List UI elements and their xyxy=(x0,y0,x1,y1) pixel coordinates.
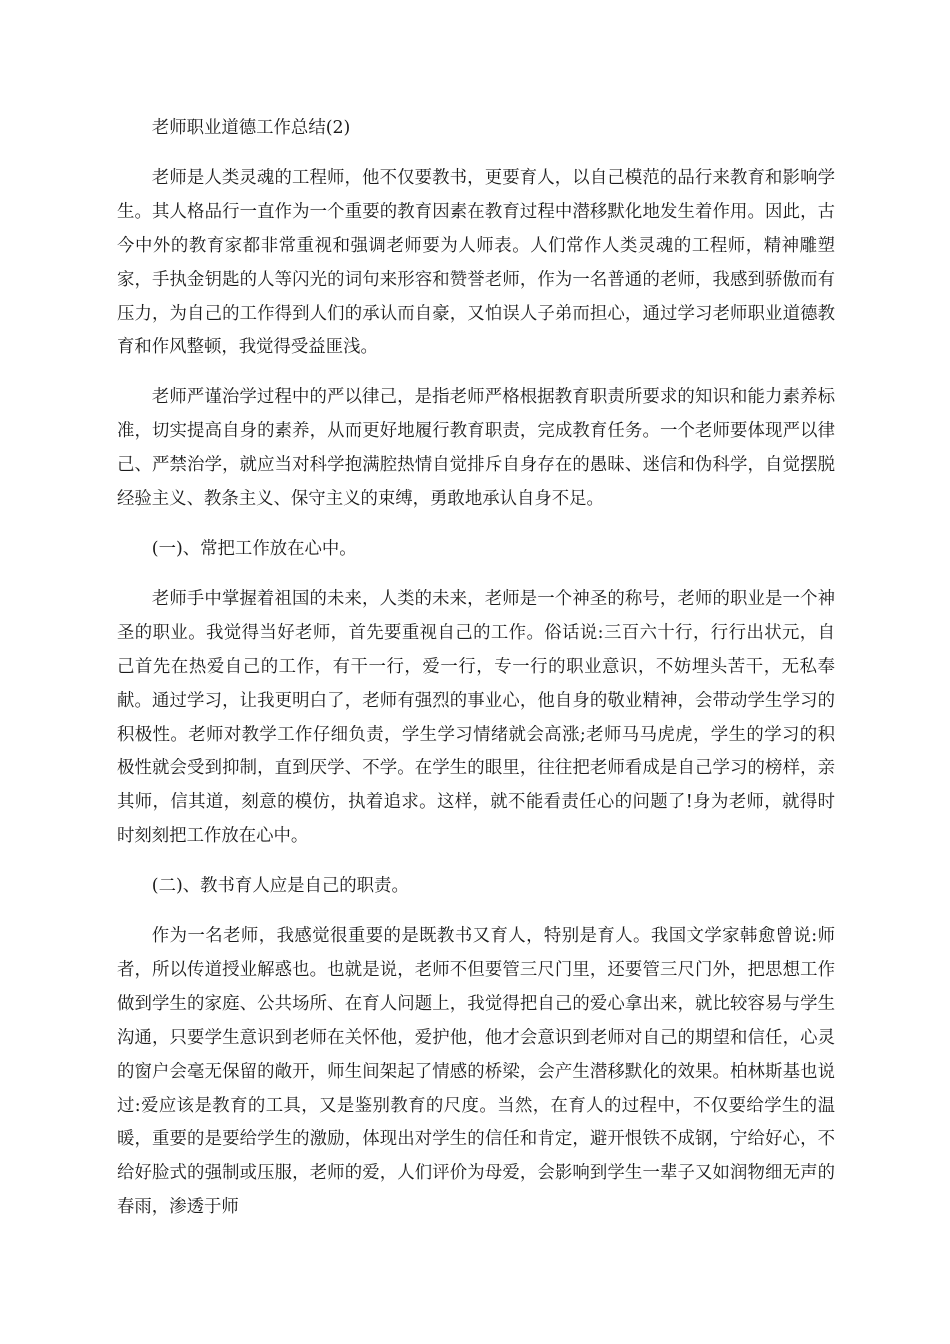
document-title: 老师职业道德工作总结(2) xyxy=(151,118,351,138)
document-body xyxy=(117,112,835,1225)
paragraph-self-discipline: 老师严谨治学过程中的严以律己，是指老师严格根据教育职责所要求的知识和能力素养标准，切实提高自身的素养，从而更好地履行教育职责，完成教育任务。一个老师要体现严以律己、严禁治学，就应当对科学抱满腔热情自觉排斥自身存在的愚昧、迷信和伪科学，自觉摆脱经验主义、教条主义、保守主义的束缚，勇敢地承认自身不足。 xyxy=(117,387,835,510)
paragraph-work-in-heart: 老师手中掌握着祖国的未来，人类的未来，老师是一个神圣的称号，老师的职业是一个神圣的职业。我觉得当好老师，首先要重视自己的工作。俗话说:三百六十行，行行出状元，自己首先在热爱自己的工作，有干一行，爱一行，专一行的职业意识，不妨埋头苦干，无私奉献。通过学习，让我更明白了，老师有强烈的事业心，他自身的敬业精神，会带动学生学习的积极性。老师对教学工作仔细负责，学生学习情绪就会高涨;老师马马虎虎，学生的学习的积极性就会受到抑制，直到厌学、不学。在学生的眼里，往往把老师看成是自己学习的榜样，亲其师，信其道，刻意的模仿，执着追求。这样，就不能看责任心的问题了!身为老师，就得时时刻刻把工作放在心中。 xyxy=(117,588,835,847)
section-heading-2: (二)、教书育人应是自己的职责。 xyxy=(151,876,409,897)
paragraph-intro: 老师是人类灵魂的工程师，他不仅要教书，更要育人，以自己模范的品行来教育和影响学生。其人格品行一直作为一个重要的教育因素在教育过程中潜移默化地发生着作用。因此，古今中外的教育家都非常重视和强调老师要为人师表。人们常作人类灵魂的工程师，精神雕塑家，手执金钥匙的人等闪光的词句来形容和赞誉老师，作为一名普通的老师，我感到骄傲而有压力，为自己的工作得到人们的承认而自豪，又怕误人子弟而担心，通过学习老师职业道德教育和作风整顿，我觉得受益匪浅。 xyxy=(117,167,835,358)
section-heading-1: (一)、常把工作放在心中。 xyxy=(151,538,357,559)
paragraph-teaching-duty: 作为一名老师，我感觉很重要的是既教书又育人，特别是育人。我国文学家韩愈曾说:师者，所以传道授业解惑也。也就是说，老师不但要管三尺门里，还要管三尺门外，把思想工作做到学生的家庭、公共场所、在育人问题上，我觉得把自己的爱心拿出来，就比较容易与学生沟通，只要学生意识到老师在关怀他，爱护他，他才会意识到老师对自己的期望和信任，心灵的窗户会毫无保留的敞开，师生间架起了情感的桥梁，会产生潜移默化的效果。柏林斯基也说过:爱应该是教育的工具，又是鉴别教育的尺度。当然，在育人的过程中，不仅要给学生的温暖，重要的是要给学生的激励，体现出对学生的信任和肯定，避开恨铁不成钢，宁给好心，不给好脸式的强制或压服，老师的爱，人们评价为母爱，会影响到学生一辈子又如润物细无声的春雨，渗透于师 xyxy=(117,926,835,1218)
